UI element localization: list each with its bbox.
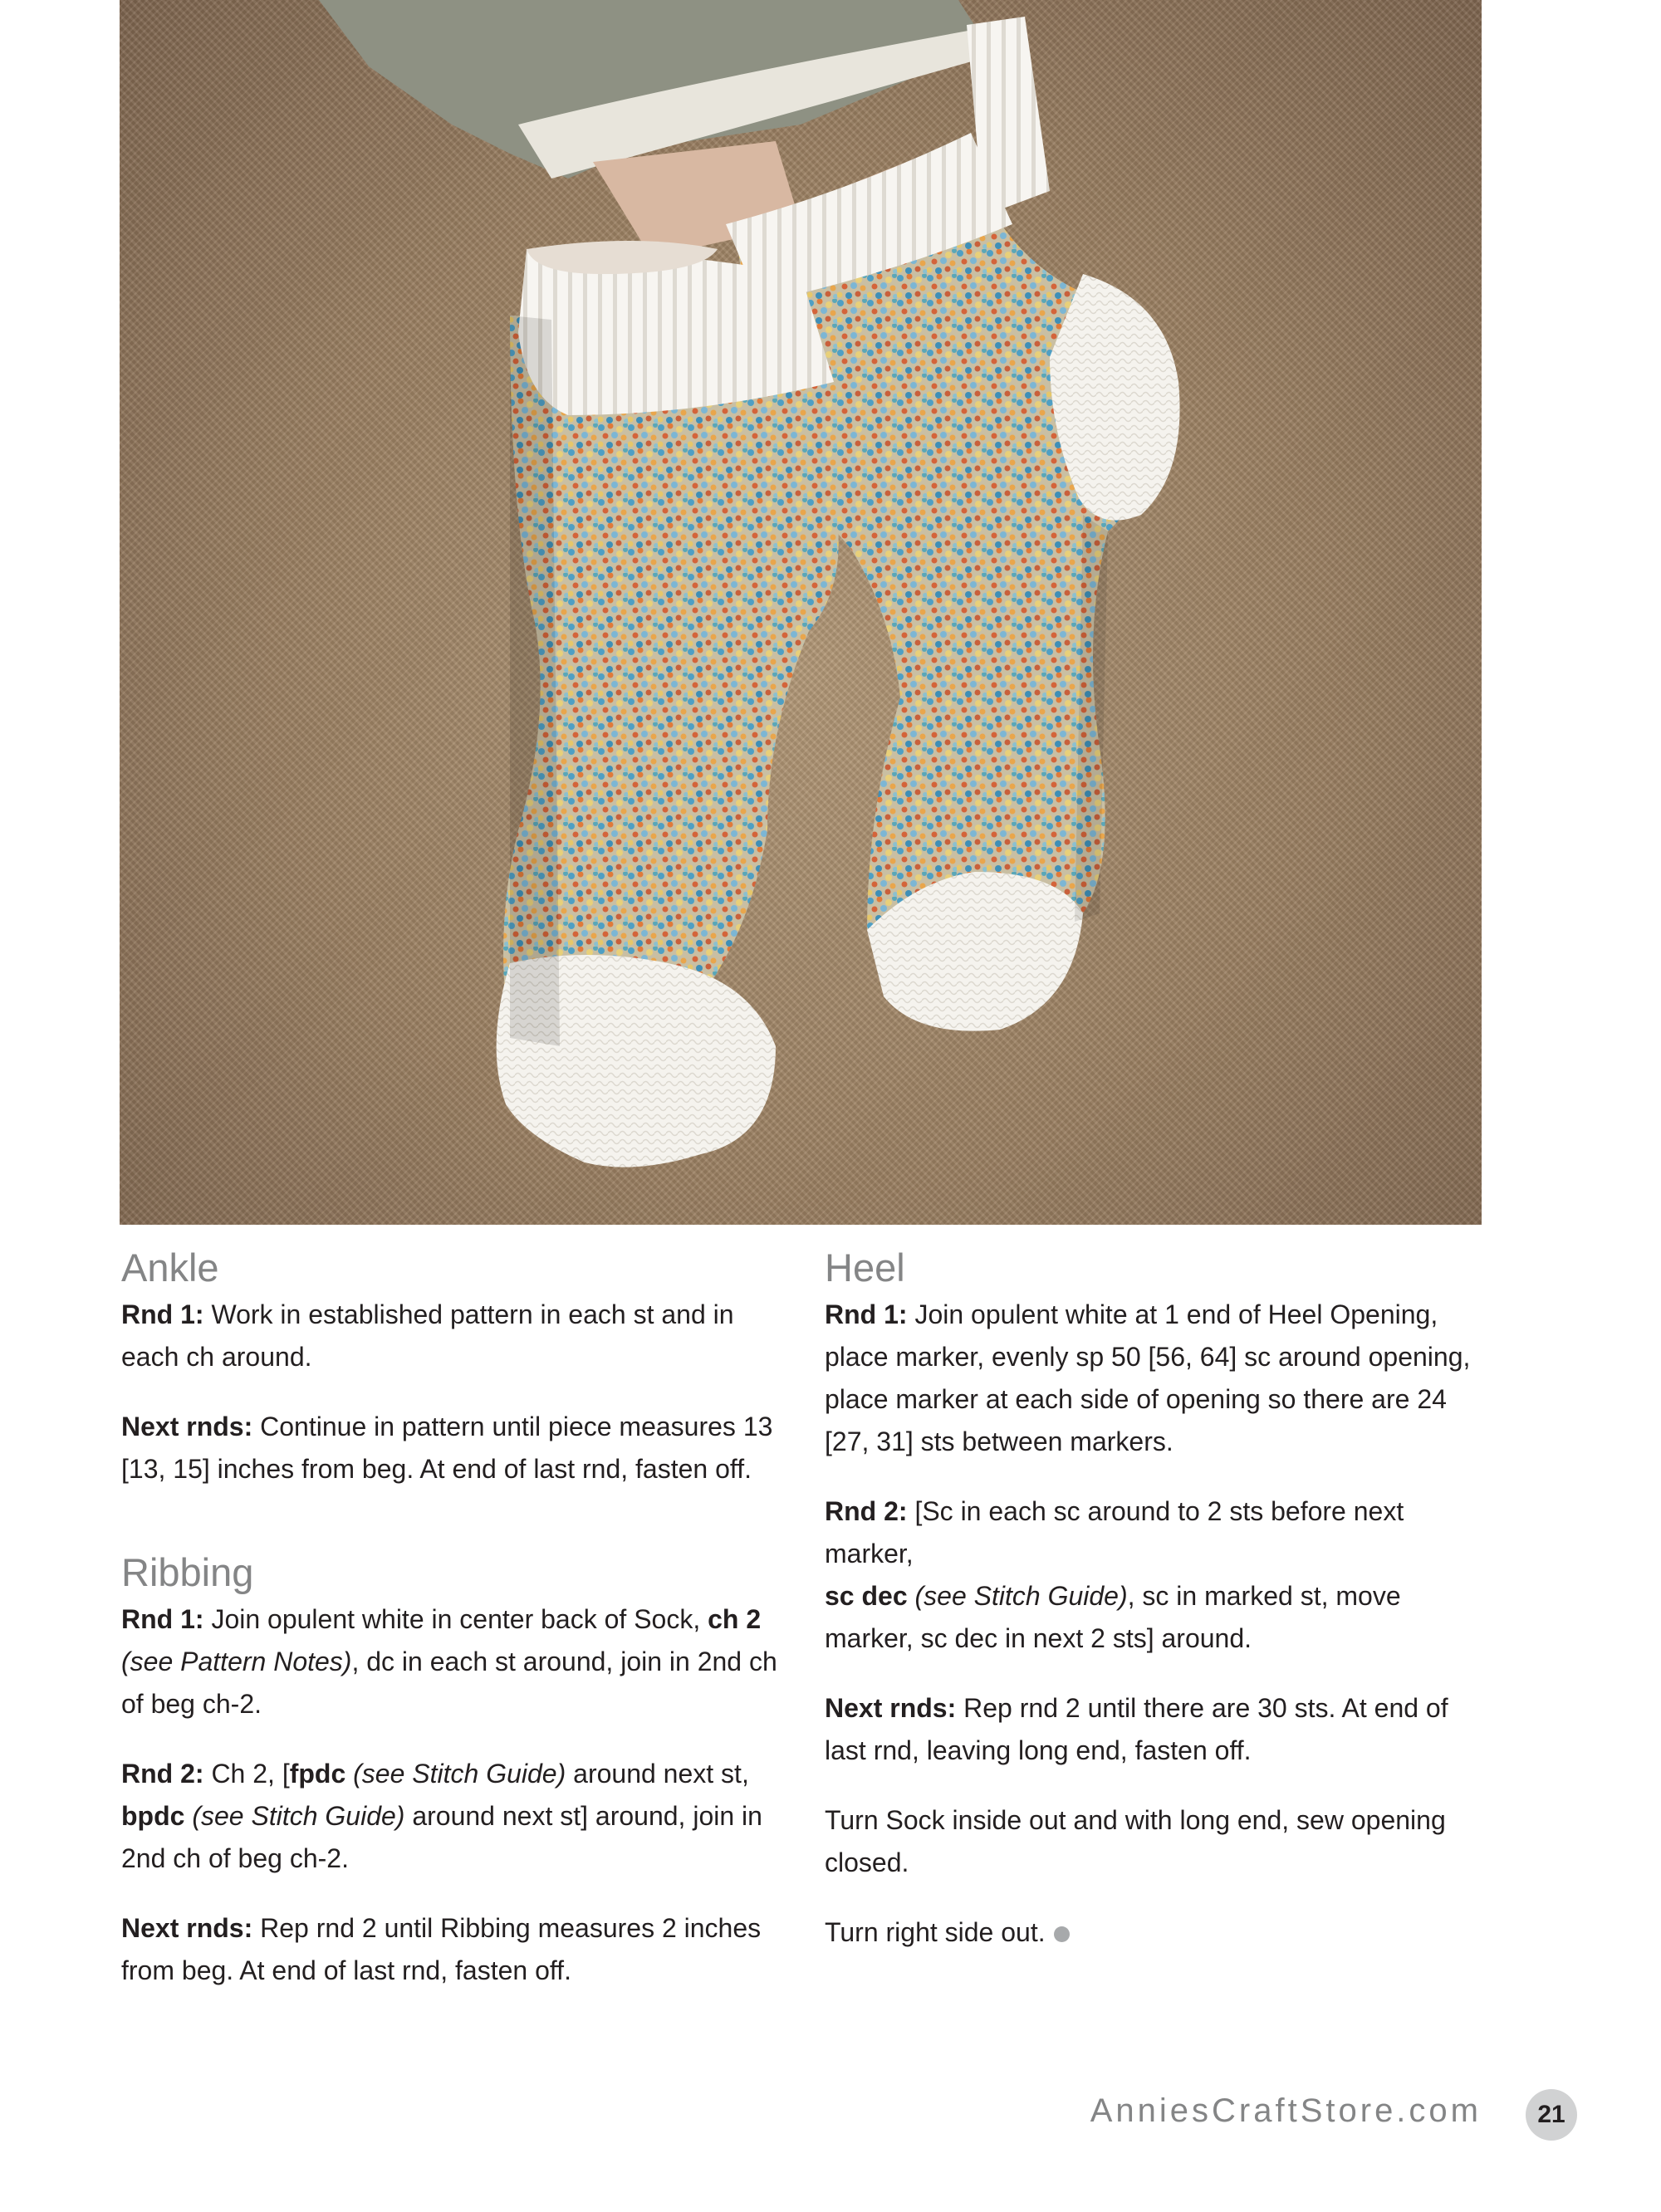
heel-rnd-2-italic: (see Stitch Guide) <box>914 1581 1128 1612</box>
ankle-rnd-1-label: Rnd 1: <box>121 1299 204 1330</box>
heel-rnd-2-bold: sc dec <box>825 1581 908 1612</box>
ankle-rnd-1 <box>121 1294 786 1378</box>
ribbing-rnd-2-text-c: around next st] around, join in 2nd ch of beg ch-2. <box>121 1801 762 1874</box>
ribbing-rnd-2 <box>121 1753 786 1880</box>
heel-turn-inside-out: Turn Sock inside out and with long end, sew opening closed. <box>825 1805 1446 1878</box>
heel-turn-right-side <box>825 1911 1489 1954</box>
heel-rnd-2-text-a: [Sc in each sc around to 2 sts before next marker, <box>825 1496 1404 1569</box>
heel-rnd-1-label: Rnd 1: <box>825 1299 908 1330</box>
ankle-next-text: Continue in pattern until piece measures 13 [13, 15] inches from beg. At end of last rnd, fasten off. <box>121 1412 773 1485</box>
page-number-badge: 21 <box>1526 2089 1577 2141</box>
ankle-next-label: Next rnds: <box>121 1412 253 1442</box>
ribbing-rnd-2-label: Rnd 2: <box>121 1759 204 1789</box>
ribbing-rnd-1-bold: ch 2 <box>708 1604 762 1635</box>
ribbing-rnd-2-bold-b: bpdc <box>121 1801 185 1832</box>
ribbing-rnd-1-text-b: , dc in each st around, join in 2nd ch of beg ch-2. <box>121 1647 777 1720</box>
heel-rnd-1 <box>825 1294 1489 1463</box>
heel-rnd-2-text-b: , sc in marked st, move marker, sc dec in next 2 sts] around. <box>825 1581 1401 1654</box>
ribbing-rnd-1-text-a: Join opulent white in center back of Sock, <box>203 1604 708 1635</box>
ribbing-next-rnds <box>121 1907 786 1992</box>
heel-rnd-1-text: Join opulent white at 1 end of Heel Opening, place marker, evenly sp 50 [56, 64] sc around opening, place marker at each side of opening so there are 24 [27, 31] sts between markers. <box>825 1299 1471 1457</box>
ribbing-rnd-1-italic: (see Pattern Notes) <box>121 1647 352 1677</box>
ribbing-rnd-1 <box>121 1598 786 1725</box>
right-column <box>825 1245 1489 1981</box>
heel-rnd-2-label: Rnd 2: <box>825 1496 908 1527</box>
heel-next-text: Rep rnd 2 until there are 30 sts. At end of last rnd, leaving long end, fasten off. <box>825 1693 1448 1766</box>
end-of-pattern-dot-icon <box>1054 1926 1070 1942</box>
ribbing-rnd-2-bold-a: fpdc <box>289 1759 346 1789</box>
heel-heading: Heel <box>825 1245 905 1290</box>
ankle-rnd-1-text: Work in established pattern in each st and in each ch around. <box>121 1299 734 1373</box>
ribbing-next-label: Next rnds: <box>121 1913 253 1944</box>
ribbing-rnd-2-italic-a: (see Stitch Guide) <box>353 1759 566 1789</box>
heel-rnd-2 <box>825 1490 1489 1660</box>
ribbing-next-text: Rep rnd 2 until Ribbing measures 2 inches from beg. At end of last rnd, fasten off. <box>121 1913 762 1986</box>
ankle-next-rnds <box>121 1406 786 1490</box>
sock-illustration <box>120 0 1482 1225</box>
heel-turn-right-text: Turn right side out. <box>825 1917 1046 1948</box>
sock-photo <box>120 0 1482 1225</box>
ribbing-heading: Ribbing <box>121 1550 254 1595</box>
left-column <box>121 1245 786 2019</box>
heel-next-label: Next rnds: <box>825 1693 957 1724</box>
ribbing-rnd-2-text-a: Ch 2, [ <box>203 1759 290 1789</box>
ribbing-rnd-2-italic-b: (see Stitch Guide) <box>192 1801 405 1832</box>
ankle-heading: Ankle <box>121 1245 219 1290</box>
footer-website: AnniesCraftStore.com <box>1090 2092 1482 2129</box>
ribbing-rnd-1-label: Rnd 1: <box>121 1604 204 1635</box>
ribbing-rnd-2-text-b: around next st, <box>566 1759 749 1789</box>
heel-next-rnds <box>825 1687 1489 1772</box>
